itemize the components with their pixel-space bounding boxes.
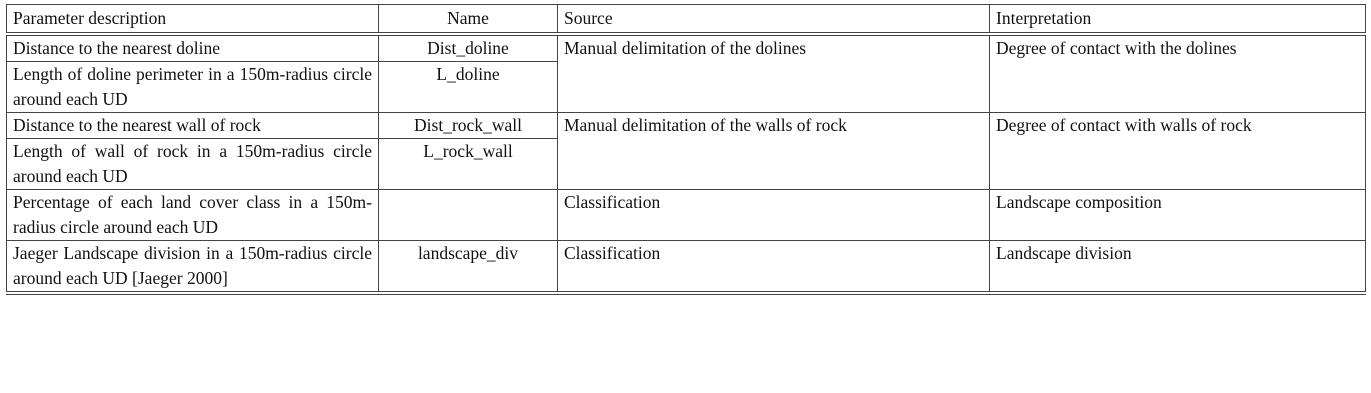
cell-interpretation: Landscape composition — [990, 190, 1366, 241]
cell-name: Dist_doline — [379, 34, 558, 62]
header-row — [7, 5, 1366, 35]
parameters-table — [6, 4, 1366, 295]
table-row — [7, 34, 1366, 62]
table-row — [7, 190, 1366, 241]
cell-name: L_rock_wall — [379, 139, 558, 190]
cell-name: L_doline — [379, 62, 558, 113]
cell-interpretation: Landscape division — [990, 241, 1366, 294]
header-interpretation: Interpretation — [990, 5, 1366, 35]
cell-name: Dist_rock_wall — [379, 113, 558, 139]
header-description: Parameter description — [7, 5, 379, 35]
cell-source: Classification — [558, 241, 990, 294]
cell-description: Jaeger Landscape division in a 150m-radius circle around each UD [Jaeger 2000] — [7, 241, 379, 294]
cell-description: Length of wall of rock in a 150m-radius circle around each UD — [7, 139, 379, 190]
cell-interpretation: Degree of contact with walls of rock — [990, 113, 1366, 190]
cell-name: landscape_div — [379, 241, 558, 294]
cell-name — [379, 190, 558, 241]
cell-interpretation: Degree of contact with the dolines — [990, 34, 1366, 113]
cell-description: Distance to the nearest wall of rock — [7, 113, 379, 139]
cell-description: Length of doline perimeter in a 150m-radius circle around each UD — [7, 62, 379, 113]
header-name: Name — [379, 5, 558, 35]
cell-source: Classification — [558, 190, 990, 241]
table-row — [7, 113, 1366, 139]
header-source: Source — [558, 5, 990, 35]
cell-description: Percentage of each land cover class in a 150m-radius circle around each UD — [7, 190, 379, 241]
table-row — [7, 241, 1366, 294]
cell-source: Manual delimitation of the walls of rock — [558, 113, 990, 190]
cell-source: Manual delimitation of the dolines — [558, 34, 990, 113]
cell-description: Distance to the nearest doline — [7, 34, 379, 62]
